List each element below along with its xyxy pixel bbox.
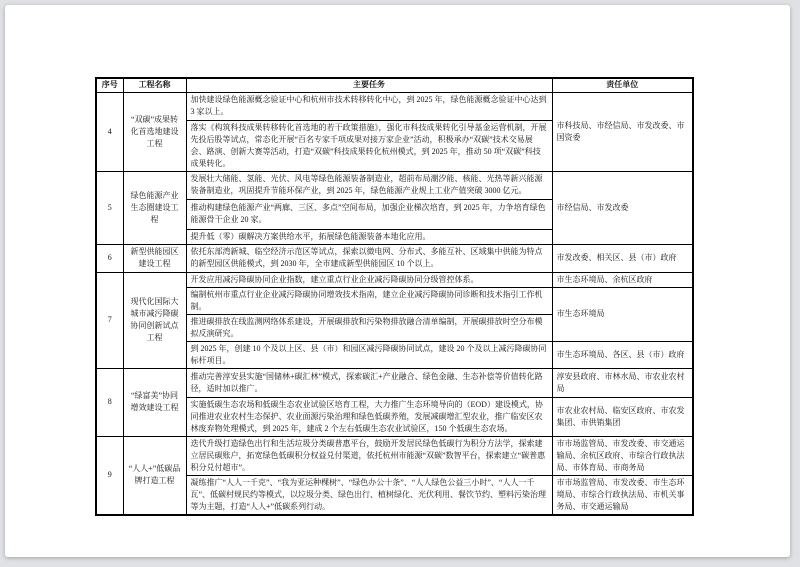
project-name-cell: 绿色能源产业生态圈建设工程 — [123, 171, 186, 244]
table-row — [96, 92, 693, 120]
resp-cell: 市生态环境局、各区、县（市）政府 — [552, 341, 693, 368]
task-cell: 到 2025 年，创建 10 个及以上区、县（市）和园区减污降碳协同试点，建设 20 个及以上减污降碳协同标杆项目。 — [186, 341, 552, 368]
table-row — [96, 436, 693, 475]
task-cell: 实施低碳生态农场和低碳生态农业试验区培育工程，大力推广生态环境导向的（EOD）建设模式，协同推进农业农村生态保护、农业面源污染治理和绿色低碳养殖，发展减碳增汇型农业，推广临安区农林废弃物处理模式，到 2025 年，建成 2 个左右低碳生态农业试验区，150 个低碳生态农场。 — [186, 397, 552, 436]
resp-cell: 市科技局、市经信局、市发改委、市国资委 — [552, 92, 693, 171]
task-cell: 提升低（零）碳解决方案供给水平，拓展绿色能源装备本地化应用。 — [186, 229, 552, 244]
table-row — [96, 272, 693, 287]
resp-cell: 淳安县政府、市林水局、市农业农村局 — [552, 368, 693, 397]
table-row — [96, 397, 693, 436]
project-name-cell: 现代化国际大城市减污降碳协同创新试点工程 — [123, 272, 186, 368]
tasks-table — [95, 77, 694, 516]
resp-cell: 市农业农村局、临安区政府、市农发集团、市供销集团 — [552, 397, 693, 436]
resp-cell: 市生态环境局、余杭区政府 — [552, 272, 693, 287]
header-row — [96, 78, 693, 92]
col-header-responsible-unit: 责任单位 — [552, 78, 693, 92]
seq-cell: 9 — [96, 436, 123, 515]
project-name-cell: “双碳”成果转化首选地建设工程 — [123, 92, 186, 171]
table-row — [96, 287, 693, 314]
task-cell: 推动构建绿色能源产业“两廊、三区、多点”空间布局，加强企业梯次培育，到 2025 年，力争培育绿色能源骨干企业 20 家。 — [186, 199, 552, 229]
task-cell: 依托东部湾新城、临空经济示范区等试点，探索以微电网、分布式、多能互补、区域集中供能为特点的新型园区供能模式，到 2030 年，全市建成新型供能园区 10 个以上。 — [186, 244, 552, 272]
col-header-project-name: 工程名称 — [123, 78, 186, 92]
col-header-seq: 序号 — [96, 78, 123, 92]
table-row — [96, 171, 693, 199]
project-name-cell: “绿富美”协同增效建设工程 — [123, 368, 186, 436]
document-page — [5, 5, 790, 557]
col-header-main-tasks: 主要任务 — [186, 78, 552, 92]
seq-cell: 5 — [96, 171, 123, 244]
table-row — [96, 341, 693, 368]
task-cell: 编制杭州市重点行业企业减污降碳协同增效技术指南，建立企业减污降碳协同诊断和技术指引工作机制。 — [186, 287, 552, 314]
resp-cell: 市生态环境局 — [552, 287, 693, 341]
resp-cell: 市发改委、相关区、县（市）政府 — [552, 244, 693, 272]
seq-cell: 6 — [96, 244, 123, 272]
resp-cell: 市市场监管局、市发改委、市生态环境局、市综合行政执法局、市机关事务局、市交通运输局 — [552, 475, 693, 515]
task-cell: 凝练推广“人人一千克”、“我为亚运种棵树”、“绿色办公十条”、“人人绿色公益三小时”、“人人一千瓦”、低碳村规民约等模式，以垃圾分类、绿色出行、植树绿化、光伏利用、餐饮节约、塑料污染治理等为主题，打造“人人+”低碳系列行动。 — [186, 475, 552, 515]
task-cell: 落实《构筑科技成果转移转化首选地的若干政策措施》，强化市科技成果转化引导基金运营机制，开展先投后股等试点，常态化开展“百名专家千项成果对接万家企业”活动，积极承办“双碳”技术交易展会、路演、创新大赛等活动，打造“双碳”科技成果转化杭州模式，到 2025 年，推动 50 项“双碳”科技成果转化。 — [186, 120, 552, 171]
seq-cell: 8 — [96, 368, 123, 436]
table-row — [96, 368, 693, 397]
task-cell: 推进碳排放在线监测网络体系建设，开展碳排放和污染物排放融合清单编制，开展碳排放时空分布模拟反演研究。 — [186, 314, 552, 341]
task-cell: 发展壮大储能、氢能、光伏、风电等绿色能源装备制造业，超前布局潮汐能、核能、光热等新兴能源装备制造业，巩固提升节能环保产业，到 2025 年，绿色能源产业规上工业产值突破 3000 亿元。 — [186, 171, 552, 199]
project-name-cell: “人人+”低碳品牌打造工程 — [123, 436, 186, 515]
resp-cell: 市经信局、市发改委 — [552, 171, 693, 244]
task-cell: 推动完善淳安县实施“国储林+碳汇林”模式，探索碳汇+产业融合、绿色金融、生态补偿等价值转化路径，适时加以推广。 — [186, 368, 552, 397]
task-cell: 开发应用减污降碳协同企业指数，建立重点行业企业减污降碳协同分级管控体系。 — [186, 272, 552, 287]
seq-cell: 4 — [96, 92, 123, 171]
task-cell: 迭代升级打造绿色出行和生活垃圾分类碳普惠平台，鼓励开发居民绿色低碳行为积分方法学，探索建立居民碳账户，拓宽绿色低碳积分权益兑付渠道，依托杭州市能源“双碳”数智平台，探索建立“碳普惠积分兑付超市”。 — [186, 436, 552, 475]
resp-cell: 市市场监管局、市发改委、市交通运输局、余杭区政府、市综合行政执法局、市体育局、市商务局 — [552, 436, 693, 475]
project-name-cell: 新型供能园区建设工程 — [123, 244, 186, 272]
task-cell: 加快建设绿色能源概念验证中心和杭州市技术转移转化中心，到 2025 年，绿色能源概念验证中心达到 3 家以上。 — [186, 92, 552, 120]
seq-cell: 7 — [96, 272, 123, 368]
table-row — [96, 475, 693, 515]
table-row — [96, 244, 693, 272]
